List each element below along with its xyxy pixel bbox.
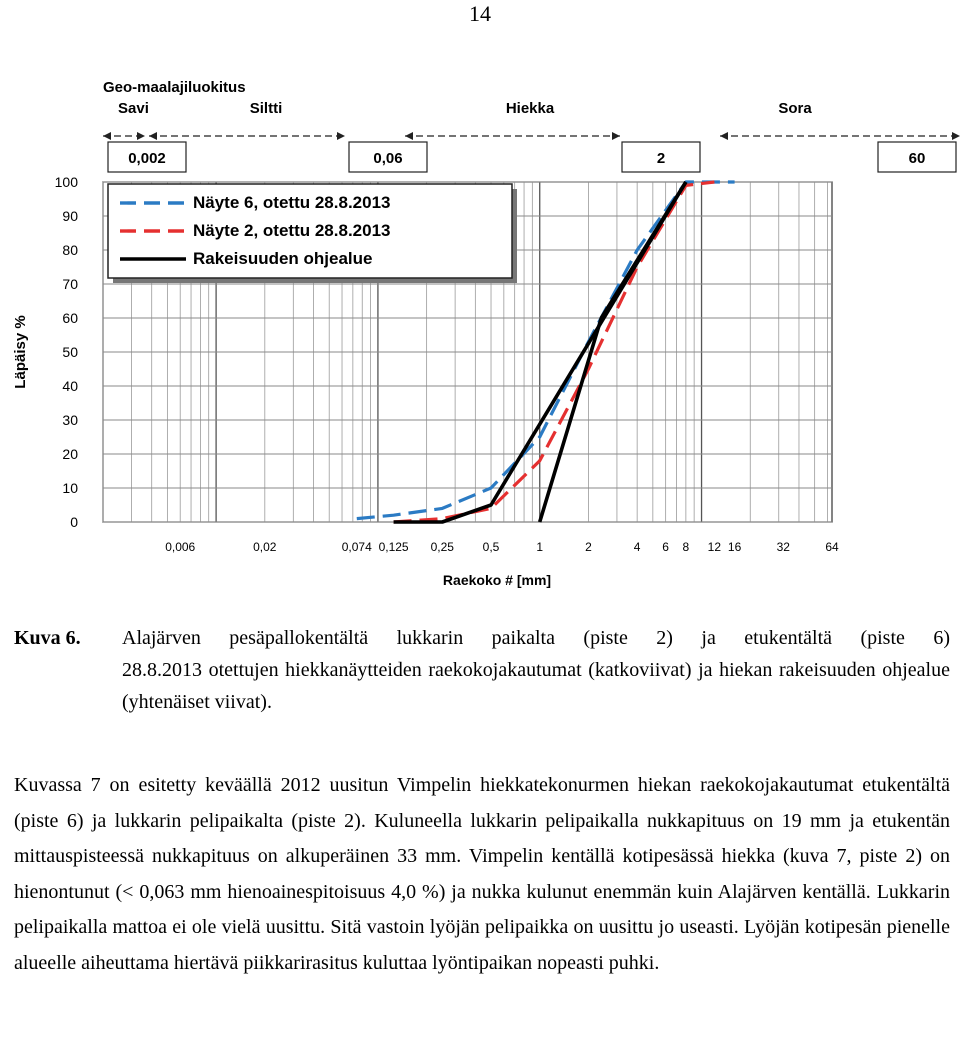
classification-title: Geo-maalajiluokitus bbox=[103, 79, 246, 96]
x-tick-label: 0,25 bbox=[430, 540, 454, 554]
x-tick-label: 0,02 bbox=[253, 540, 277, 554]
x-tick-label: 32 bbox=[776, 540, 790, 554]
class-name: Savi bbox=[118, 100, 149, 117]
x-tick-label: 12 bbox=[707, 540, 722, 554]
x-tick-label: 0,125 bbox=[378, 540, 409, 554]
class-boundary-label: 2 bbox=[656, 150, 666, 167]
legend-label: Näyte 6, otettu 28.8.2013 bbox=[193, 193, 391, 212]
y-tick-label: 50 bbox=[62, 344, 78, 360]
y-tick-label: 90 bbox=[62, 208, 78, 224]
body-paragraph: Kuvassa 7 on esitetty keväällä 2012 uusitun Vimpelin hiekkatekonurmen hiekan raekokojakautumat etukentältä (piste 6) ja lukkarin pelipaikalta (piste 2). Kuluneella lukkarin pelipaikalla nukkapituus on 19 mm ja etukentän mittauspisteessä nukkapituus on alkuperäinen 33 mm. Vimpelin kentällä kotipesässä hiekka (kuva 7, piste 2) on hienontunut (< 0,063 mm hienoainespitoisuus 4,0 %) ja nukka kulunut enemmän kuin Alajärven kentällä. Lukkarin pelipaikalla mattoa ei ole vielä uusittu. Sitä vastoin lyöjän pelipaikka on uusittu jo useasti. Lyöjän kotipesän pienelle alueelle aiheuttama hiertävä piikkarirasitus kuluttaa lyöntipaikan nopeasti puhki. bbox=[14, 774, 950, 974]
legend-label: Näyte 2, otettu 28.8.2013 bbox=[193, 221, 391, 240]
y-axis-title: Läpäisy % bbox=[12, 315, 29, 389]
page-number: 14 bbox=[469, 1, 491, 26]
y-tick-label: 20 bbox=[62, 446, 78, 462]
legend-label: Rakeisuuden ohjealue bbox=[193, 249, 373, 268]
x-tick-label: 16 bbox=[727, 540, 742, 554]
class-boundary-label: 60 bbox=[908, 150, 926, 167]
savi-extent-head bbox=[103, 132, 145, 140]
y-tick-label: 70 bbox=[62, 276, 78, 292]
x-tick-label: 64 bbox=[825, 540, 839, 554]
x-tick-label: 4 bbox=[633, 540, 641, 554]
x-tick-label: 6 bbox=[662, 540, 669, 554]
x-tick-label: 0,006 bbox=[165, 540, 196, 554]
y-tick-label: 60 bbox=[62, 310, 78, 326]
y-tick-label: 0 bbox=[70, 514, 78, 530]
x-axis-title: Raekoko # [mm] bbox=[442, 572, 552, 588]
figure-caption bbox=[14, 622, 950, 718]
y-tick-label: 80 bbox=[62, 242, 78, 258]
x-tick-label: 0,5 bbox=[482, 540, 500, 554]
caption-text: 28.8.2013 otettujen hiekkanäytteiden raekokojakautumat (katkoviivat) ja hiekan rakeisuuden ohjealue (yhtenäiset viivat). bbox=[122, 659, 950, 713]
caption-label: Kuva 6. bbox=[14, 627, 81, 649]
class-name: Sora bbox=[778, 100, 812, 117]
x-tick-label: 0,074 bbox=[341, 540, 372, 554]
grain-size-chart bbox=[0, 60, 960, 600]
y-tick-label: 10 bbox=[62, 480, 78, 496]
class-name: Hiekka bbox=[505, 100, 555, 117]
x-tick-label: 8 bbox=[682, 540, 690, 554]
caption-line1: Alajärven pesäpallokentältä lukkarin paikalta (piste 2) ja etukentältä (piste 6) bbox=[122, 627, 950, 649]
y-tick-label: 30 bbox=[62, 412, 78, 428]
x-tick-label: 2 bbox=[585, 540, 592, 554]
y-tick-label: 100 bbox=[54, 174, 78, 190]
class-name: Siltti bbox=[249, 100, 283, 117]
class-boundary-label: 0,002 bbox=[128, 150, 166, 167]
class-boundary-label: 0,06 bbox=[373, 150, 403, 167]
y-tick-label: 40 bbox=[62, 378, 78, 394]
x-tick-label: 1 bbox=[536, 540, 544, 554]
